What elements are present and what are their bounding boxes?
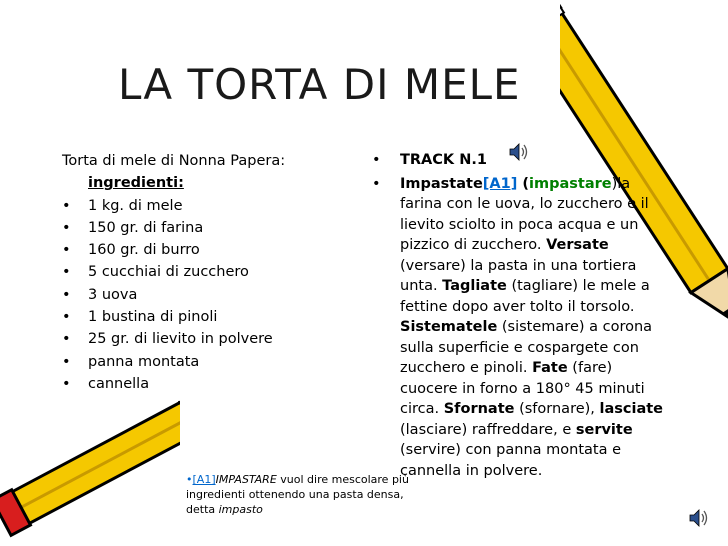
footnote — [186, 472, 426, 517]
ingredient-item: • 1 bustina di pinoli — [62, 306, 352, 328]
instruction-text: (lasciare) raffreddare, e — [400, 421, 576, 438]
verb-sfornate: Sfornate — [443, 401, 515, 417]
verb-versate: Versate — [546, 237, 609, 253]
ingredients-list — [62, 195, 352, 396]
instructions-paragraph — [372, 174, 664, 482]
ingredient-item: • 5 cucchiai di zucchero — [62, 261, 352, 283]
slide-title: LA TORTA DI MELE — [118, 60, 521, 110]
instructions-column — [372, 150, 664, 484]
audio-speaker-icon-bottom[interactable] — [688, 508, 710, 528]
verb-impastate: Impastate — [400, 175, 483, 192]
verb-servite: servite — [575, 421, 633, 438]
footnote-bullet: • — [186, 473, 193, 486]
instructions-list — [372, 150, 664, 481]
verb-sistematele: Sistematele — [400, 319, 498, 335]
footnote-anchor-link[interactable]: [A1] — [192, 473, 216, 486]
paren-open: ( — [517, 175, 530, 192]
ingredients-label: ingredienti: — [88, 175, 184, 192]
pencil-illustration-bottom — [0, 400, 180, 546]
footnote-text: vuol dire mescolare più ingredienti ottenendo una pasta densa, detta — [186, 473, 409, 516]
verb-impastare: impastare — [529, 175, 612, 192]
footnote-link[interactable]: [A1] — [482, 175, 518, 192]
instruction-text: (servire) con panna montata e cannella in polvere. — [400, 442, 621, 479]
verb-fate: Fate — [532, 360, 568, 376]
recipe-intro-text: Torta di mele di Nonna Papera: — [62, 153, 286, 169]
ingredient-item: • 160 gr. di burro — [62, 239, 352, 261]
instruction-text: )la farina con le uova, lo zucchero e il lievito sciolto in poca acqua e un pizzico di zucchero. — [400, 175, 649, 253]
footnote-term: IMPASTARE — [215, 473, 277, 486]
ingredient-item: • 1 kg. di mele — [62, 195, 352, 217]
ingredient-item: • 150 gr. di farina — [62, 217, 352, 239]
verb-tagliate: Tagliate — [442, 278, 507, 294]
verb-lasciate: lasciate — [599, 401, 664, 417]
footnote-term-impasto: impasto — [218, 503, 263, 516]
track-label: TRACK N.1 — [400, 152, 487, 168]
ingredient-item: • 3 uova — [62, 284, 352, 306]
instruction-text: (fare) cuocere in forno a 180° 45 minuti circa. — [400, 360, 645, 417]
audio-speaker-icon[interactable] — [508, 142, 530, 162]
ingredient-item: • panna montata — [62, 351, 352, 373]
instruction-text: (versare) la pasta in una tortiera unta. — [400, 257, 637, 294]
ingredient-item: • 25 gr. di lievito in polvere — [62, 328, 352, 350]
recipe-intro — [62, 150, 352, 195]
instruction-text: (tagliare) le mele a fettine dopo aver tolto il torsolo. — [400, 278, 650, 315]
instruction-text: (sfornare), — [514, 401, 600, 417]
instruction-text: (sistemare) a corona sulla superficie e cospargete con zucchero e pinoli. — [400, 319, 653, 376]
ingredient-item: • cannella — [62, 373, 352, 395]
ingredients-column — [62, 150, 352, 395]
